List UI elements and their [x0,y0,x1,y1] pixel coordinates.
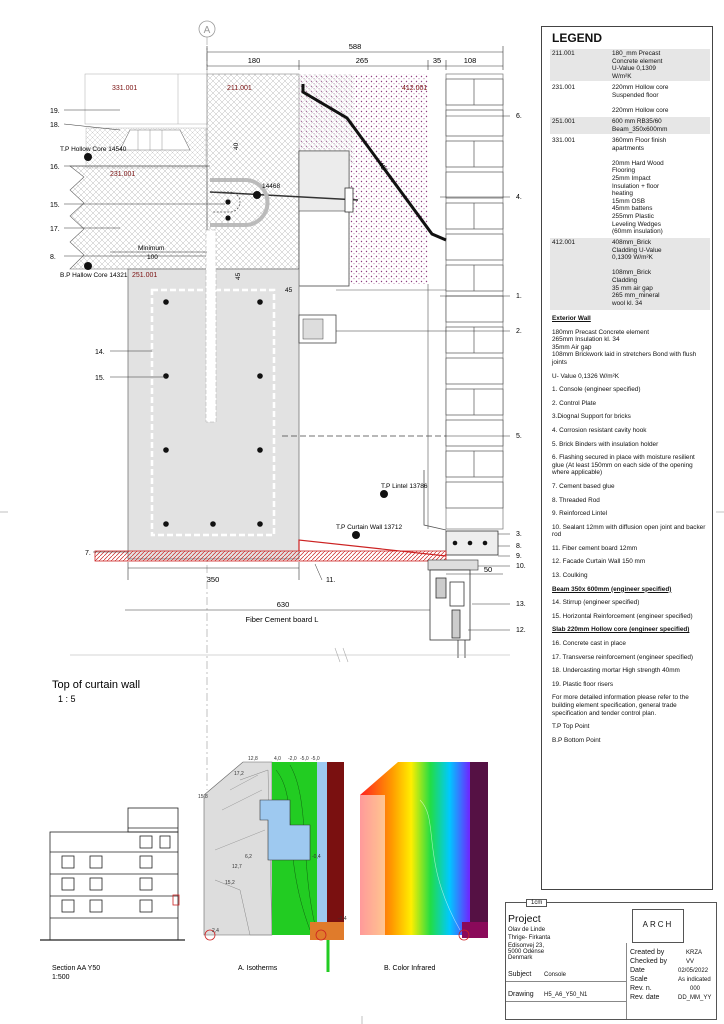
level-tp-hollow: T.P Hollow Core 14540 [60,146,127,153]
curtain-wall-profile [430,570,470,658]
dim-588: 588 [348,42,362,51]
minimum-label: Minimum [138,245,165,252]
section-label: Section AA Y50 [52,965,101,972]
date-label: Date [630,967,645,974]
legend-code: 331.001 [552,137,576,144]
svg-text:15,2: 15,2 [225,880,235,886]
precast-concrete-element [207,74,299,269]
subject-label: Subject [508,971,532,978]
logo-box [632,909,684,943]
legend-note-heading: Exterior Wall [552,315,591,322]
project-line: 5000 Odense [508,949,545,955]
level-14468: 14468 [262,183,281,190]
legend-note: 17. Transverse reinforcement (engineer specified) [552,653,694,661]
dim-45-horizontal: 45 [285,287,293,294]
legend-note: 7. Cement based glue [552,482,615,490]
isotherms-thumbnail [204,762,344,972]
legend-note: 14. Stirrup (engineer specified) [552,599,640,607]
dim-50: 50 [483,565,493,574]
svg-text:2,4: 2,4 [212,928,219,934]
diagonal-brick-support [424,470,446,530]
dim-630: 630 [276,600,290,609]
svg-text:-2,0: -2,0 [288,756,297,762]
legend-note: 4. Corrosion resistant cavity hook [552,426,647,434]
legend-note: 15. Horizontal Reinforcement (engineer specified) [552,612,693,620]
project-line: Denmark [508,955,533,961]
svg-text:15,8: 15,8 [198,794,208,800]
color-infrared-thumbnail [360,762,488,940]
callout-11: 11. [326,577,336,584]
callout-14: 14. [95,349,105,356]
svg-text:-3,4: -3,4 [338,916,347,922]
hollow-core-slab [70,166,207,269]
dim-108: 108 [463,56,477,65]
legend-code: 251.001 [552,118,576,125]
callout-7: 7. [85,550,91,557]
legend-entry [550,49,710,81]
legend-note: B.P Bottom Point [552,736,601,744]
infrared-label: B. Color Infrared [384,965,436,972]
dim-angle: 45° [376,161,389,174]
rev: 000 [690,986,701,992]
legend-note: 11. Fiber cement board 12mm [552,544,638,552]
dim-180: 180 [247,56,261,65]
legend-note: 8. Threaded Rod [552,496,600,504]
legend-code: 412.001 [552,239,576,246]
callout-16: 16. [50,164,60,171]
level-tp-curtain: T.P Curtain Wall 13712 [336,524,403,531]
callout-18: 18. [50,122,60,129]
drawing-label: Drawing [508,991,534,998]
callout-8-right: 8. [516,543,522,550]
legend-desc: 360mm Floor finish apartments 20mm Hard Wood Flooring 25mm Impact Insulation + floor heating 15mm OSB 45mm battens 255mm Plastic Leveling Wedges (60mm insulation) [612,137,667,236]
section-aa-thumbnail [40,808,185,940]
project-line: Edisonvej 23, [508,943,545,949]
svg-text:12,8: 12,8 [248,756,258,762]
callout-8-left: 8. [50,254,56,261]
svg-text:6,2: 6,2 [245,854,252,860]
svg-text:-5,0: -5,0 [300,756,309,762]
drawing-scale: 1 : 5 [58,694,76,704]
legend-note: 10. Sealant 12mm with diffusion open joint and backer rod [552,523,706,539]
level-tp-lintel: T.P Lintel 13786 [381,483,428,490]
callout-6: 6. [516,113,522,120]
legend-desc: 600 mm RB35/60 Beam_350x600mm [612,118,668,133]
legend-notes [552,315,707,750]
date: 02/05/2022 [678,968,709,974]
legend-note: For more detailed information please refer to the building element specification, general trade specification and tender control plan. [552,694,689,717]
title-block [505,902,717,1020]
section-scale: 1:500 [52,974,70,981]
scale: As indicated [678,977,711,983]
drawing-number: H5_A6_Y50_N1 [544,992,588,998]
svg-text:4,0: 4,0 [274,756,281,762]
rev-label: Rev. n. [630,985,652,992]
cement-glue-band [95,551,446,561]
legend-note: 3.Diognal Support for bricks [552,413,631,421]
legend-entry [550,83,710,115]
dim-35: 35 [432,56,442,65]
created-by: KRZA [686,950,703,956]
legend-entry [550,238,710,310]
legend-panel [541,26,713,890]
level-bp-hollow: B.P Hallow Core 14321 [60,272,128,279]
code-211: 211.001 [227,85,252,92]
project-line: Olav de Linde [508,927,546,933]
callout-9: 9. [516,553,522,560]
created-by-label: Created by [630,949,665,956]
legend-note: 12. Facade Curtain Wall 150 mm [552,558,646,566]
logo: ARCH [642,920,674,929]
minimum-value: 100 [147,254,158,261]
fiber-board-label: Fiber Cement board L [245,615,319,624]
dim-45-vertical: 45 [235,272,242,280]
code-412: 412.001 [402,85,428,92]
legend-note: 9. Reinforced Lintel [552,510,608,518]
subject: Console [544,972,567,978]
legend-note: 5. Brick Binders with insulation holder [552,440,659,448]
legend-desc: 408mm_Brick Cladding U-Value 0,1309 W/m²K 108mm_Brick Cladding 35 mm air gap 265 mm_mineral wool kl. 34 [612,239,662,307]
scale-tag: 1cm [526,899,547,907]
code-231: 231.001 [110,171,136,178]
callout-1: 1. [516,293,522,300]
legend-desc: 180_mm Precast Concrete element U-Value 0,1309 W/m²K [612,50,663,80]
svg-text:17,2: 17,2 [234,771,244,777]
legend-entry [550,136,710,236]
legend-desc: 220mm Hollow core Suspended floor 220mm Hollow core [612,84,669,114]
callout-10: 10. [516,563,526,570]
rev-date: DD_MM_YY [678,995,712,1001]
svg-text:-5,0: -5,0 [311,756,320,762]
isotherms-label: A. Isotherms [238,965,278,972]
callout-3: 3. [516,531,522,538]
checked-by: VV [686,959,695,965]
sealant-joint [428,560,478,570]
checked-by-label: Checked by [630,958,667,965]
svg-text:-0,4: -0,4 [312,854,321,860]
brick-cladding [446,74,503,529]
callout-13: 13. [516,601,526,608]
grid-marker-label: A [203,25,211,36]
legend-title: LEGEND [552,31,603,45]
callout-2: 2. [516,328,522,335]
legend-note: 1. Console (engineer specified) [552,386,641,394]
legend-note: T.P Top Point [552,723,590,731]
dim-350: 350 [206,575,220,584]
project-label: Project [508,913,541,925]
callout-19: 19. [50,108,60,115]
callout-4: 4. [516,194,522,201]
legend-note-heading: Beam 350x 600mm (engineer specified) [552,585,672,593]
drawing-title: Top of curtain wall [52,679,141,691]
callout-15-beam: 15. [95,375,105,382]
code-331: 331.001 [112,85,138,92]
legend-note: 13. Coulking [552,572,588,580]
legend-note: 18. Undercasting mortar High strength 40mm [552,667,680,675]
legend-note: 6. Flashing secured in place with moisture resilient glue (At least 150mm on each side of the opening where applicable) [552,454,695,477]
project-line: Thrige- Firkanta [508,935,551,941]
callout-12: 12. [516,627,526,634]
svg-text:12,7: 12,7 [232,864,242,870]
legend-note: 180mm Precast Concrete element 265mm Insulation kl. 34 35mm Air gap 108mm Brickwork laid in stretchers Bond with flush joints [552,328,697,366]
scale-label: Scale [630,976,648,983]
legend-code: 231.001 [552,84,576,91]
callout-15-slab: 15. [50,202,60,209]
legend-note: 2. Control Plate [552,399,597,407]
legend-note-heading: Slab 220mm Hollow core (engineer specified) [552,626,690,634]
legend-note: 16. Concrete cast in place [552,640,626,648]
callout-5: 5. [516,433,522,440]
floor-finish-zone [85,74,207,124]
callout-17: 17. [50,226,60,233]
legend-note: U- Value 0,1326 W/m²K [552,372,620,380]
legend-note: 19. Plastic floor risers [552,680,614,688]
code-251: 251.001 [132,272,158,279]
legend-code: 211.001 [552,50,575,57]
rev-date-label: Rev. date [630,994,660,1001]
plastic-floor-riser [120,130,190,150]
dim-265: 265 [355,56,369,65]
dim-40: 40 [233,142,240,150]
legend-entry [550,117,710,134]
